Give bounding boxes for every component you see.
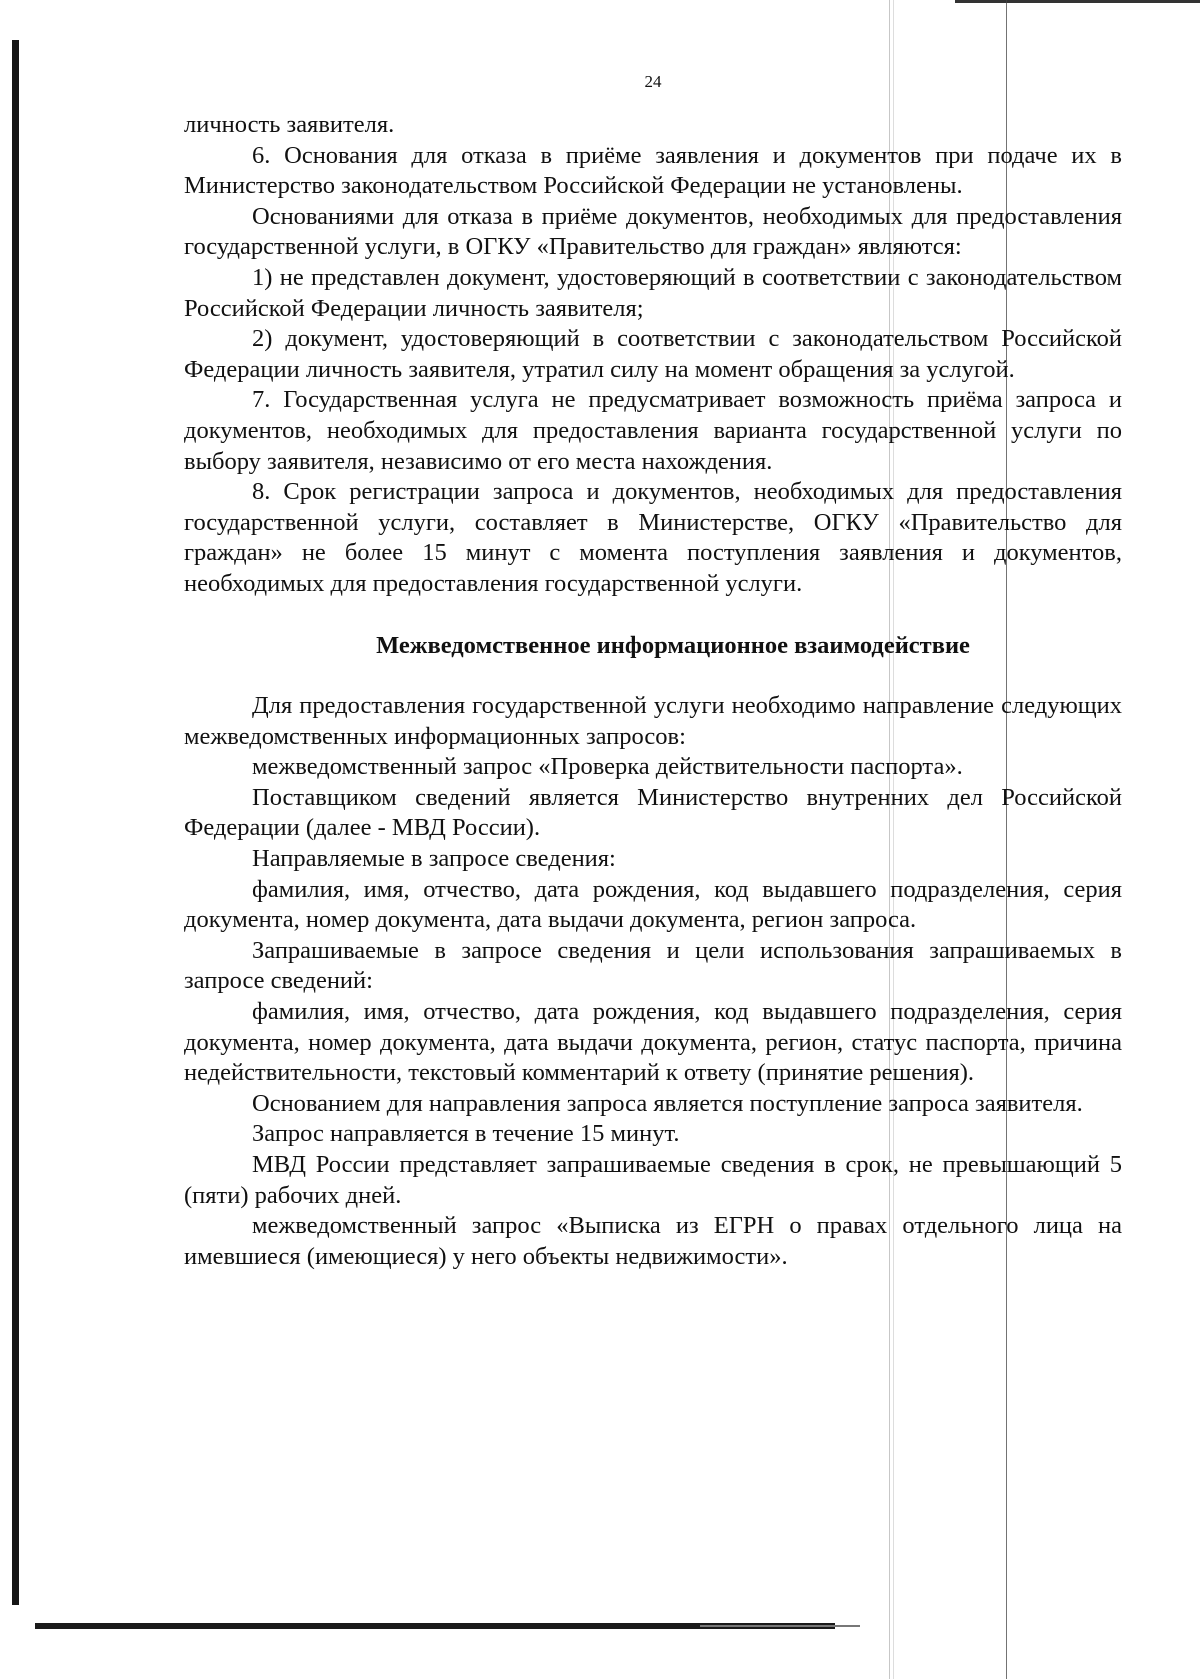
paragraph: Основаниями для отказа в приёме документов, необходимых для предоставления государственной услуги, в ОГКУ «Правительство для граждан» являются:: [184, 202, 1122, 261]
paragraph: 8. Срок регистрации запроса и документов, необходимых для предоставления государственной услуги, составляет в Министерстве, ОГКУ «Правительство для граждан» не более 15 минут с момента поступления заявления и документов, необходимых для предоставления государственной услуги.: [184, 478, 1122, 597]
paragraph: личность заявителя.: [184, 111, 395, 138]
paragraph: 6. Основания для отказа в приёме заявления и документов при подаче их в Министерство законодательством Российской Федерации не установлены.: [184, 141, 1122, 200]
paragraph: Основанием для направления запроса является поступление запроса заявителя.: [252, 1089, 1083, 1117]
scan-edge-bottom: [700, 1625, 860, 1627]
page-number: 24: [644, 72, 662, 91]
scan-edge-top: [955, 0, 1200, 3]
scan-edge-left: [12, 40, 19, 1605]
paragraph: фамилия, имя, отчество, дата рождения, код выдавшего подразделения, серия документа, номер документа, дата выдачи документа, регион, статус паспорта, причина недействительности, текстовый комментарий к ответу (принятие решения).: [184, 998, 1122, 1087]
paragraph: Направляемые в запросе сведения:: [252, 845, 616, 873]
paragraph: Запрашиваемые в запросе сведения и цели использования запрашиваемых в запросе сведений:: [184, 936, 1122, 995]
paragraph: Для предоставления государственной услуги необходимо направление следующих межведомственных информационных запросов:: [184, 692, 1122, 750]
list-item: 2) документ, удостоверяющий в соответствии с законодательством Российской Федерации личность заявителя, утратил силу на момент обращения за услугой.: [184, 325, 1122, 383]
paragraph: Запрос направляется в течение 15 минут.: [252, 1120, 680, 1148]
list-item: 1) не представлен документ, удостоверяющий в соответствии с законодательством Российской Федерации личность заявителя;: [184, 263, 1122, 322]
paragraph: межведомственный запрос «Проверка действительности паспорта».: [252, 753, 963, 781]
paragraph: 7. Государственная услуга не предусматривает возможность приёма запроса и документов, необходимых для предоставления варианта государственной услуги по выбору заявителя, независимо от его места нахождения.: [184, 386, 1122, 475]
document-body: [184, 110, 1122, 1272]
paragraph: Поставщиком сведений является Министерство внутренних дел Российской Федерации (далее - МВД России).: [184, 783, 1122, 842]
section-heading: Межведомственное информационное взаимодействие: [376, 631, 970, 659]
paragraph: фамилия, имя, отчество, дата рождения, код выдавшего подразделения, серия документа, номер документа, дата выдачи документа, регион запроса.: [184, 875, 1122, 934]
paragraph: межведомственный запрос «Выписка из ЕГРН о правах отдельного лица на имевшиеся (имеющиеся) у него объекты недвижимости».: [184, 1212, 1122, 1270]
paragraph: МВД России представляет запрашиваемые сведения в срок, не превышающий 5 (пяти) рабочих дней.: [184, 1151, 1122, 1209]
